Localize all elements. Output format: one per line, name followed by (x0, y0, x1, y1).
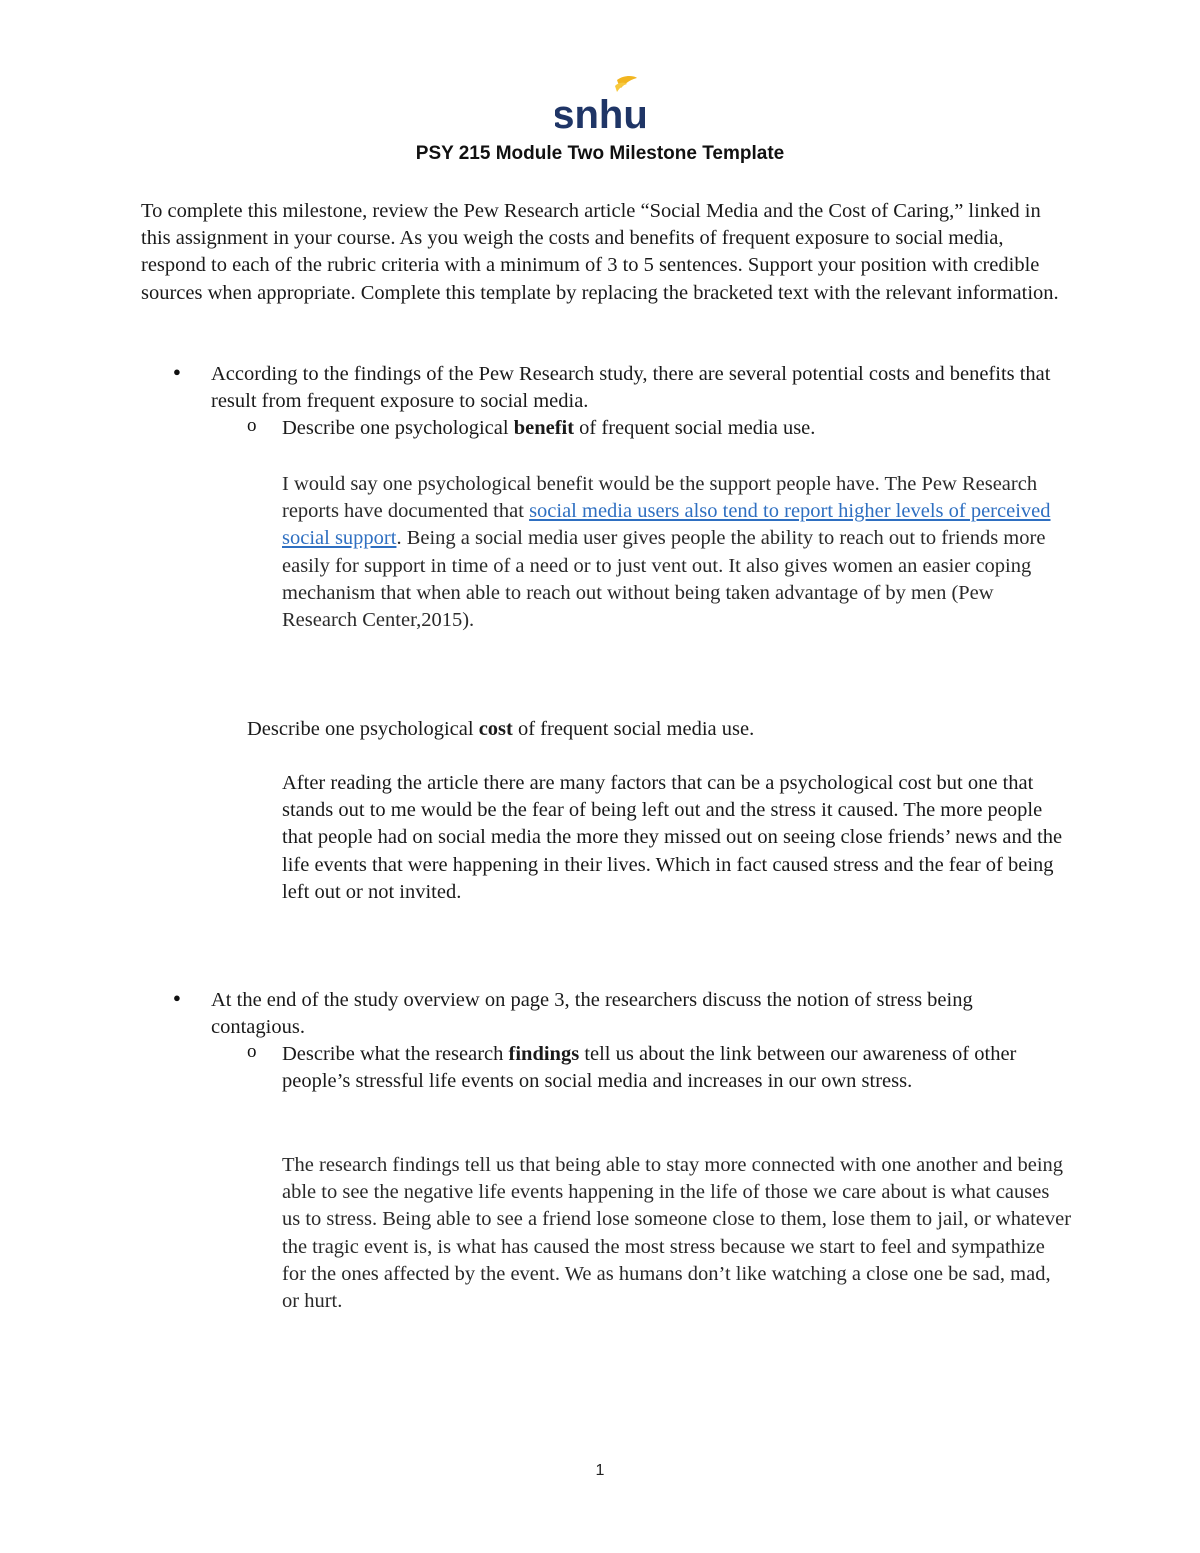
bold-term: findings (508, 1043, 580, 1065)
answer-findings: The research findings tell us that being able to stay more connected with one another and being able to see the negative life events happening in the life of those we care about is what causes us to stress. Being able to see a friend lose someone close to them, lose them to jail, or whatever the tragic event is, is what has caused the most stress because we start to feel and sympathize for the ones affected by the event. We as humans don’t like watching a close one be sad, mad, or hurt. (282, 1154, 1072, 1313)
bullet-marker: ● (173, 364, 181, 379)
sub-bullet-marker: o (247, 1041, 257, 1062)
pew-support-link[interactable]: social media users also tend to report higher levels of perceived social support (282, 500, 1051, 550)
section1-question-cost: Describe one psychological cost of frequent social media use. (247, 718, 755, 740)
page-number: 1 (595, 1462, 605, 1479)
answer-benefit: I would say one psychological benefit would be the support people have. The Pew Research reports have documented that social media users also tend to report higher levels of perceived social support. Being a social media user gives people the ability to reach out to friends more easily for support in time of a need or to just vent out. It also gives women an easier coping mechanism that when able to reach out without being taken advantage of by men (Pew Research Center,2015). (282, 473, 1051, 632)
bold-term: cost (478, 718, 513, 740)
svg-text:snhu: snhu (555, 93, 645, 132)
bold-term: benefit (513, 417, 575, 439)
section2-question-findings: Describe what the research findings tell us about the link between our awareness of other people’s stressful life events on social media and increases in our own stress. (282, 1043, 1017, 1093)
intro-paragraph: To complete this milestone, review the Pew Research article “Social Media and the Cost of Caring,” linked in this assignment in your course. As you weigh the costs and benefits of frequent exposure to social media, respond to each of the rubric criteria with a minimum of 3 to 5 sentences. Support your position with credible sources when appropriate. Complete this template by replacing the bracketed text with the relevant information. (141, 200, 1059, 304)
sub-bullet-marker: o (247, 415, 257, 436)
page-title: PSY 215 Module Two Milestone Template (415, 143, 785, 164)
bullet-marker: ● (173, 990, 181, 1005)
section1-question-benefit: Describe one psychological benefit of frequent social media use. (282, 417, 816, 439)
section1-bullet-text: According to the findings of the Pew Research study, there are several potential costs and benefits that result from frequent exposure to social media. (211, 363, 1051, 413)
snhu-logo (555, 74, 645, 132)
answer-cost: After reading the article there are many factors that can be a psychological cost but one that stands out to me would be the fear of being left out and the stress it caused. The more people that people had on social media the more they missed out on seeing close friends’ news and the life events that were happening in their lives. Which in fact caused stress and the fear of being left out or not invited. (282, 772, 1063, 903)
section2-bullet-text: At the end of the study overview on page 3, the researchers discuss the notion of stress being contagious. (211, 989, 973, 1039)
